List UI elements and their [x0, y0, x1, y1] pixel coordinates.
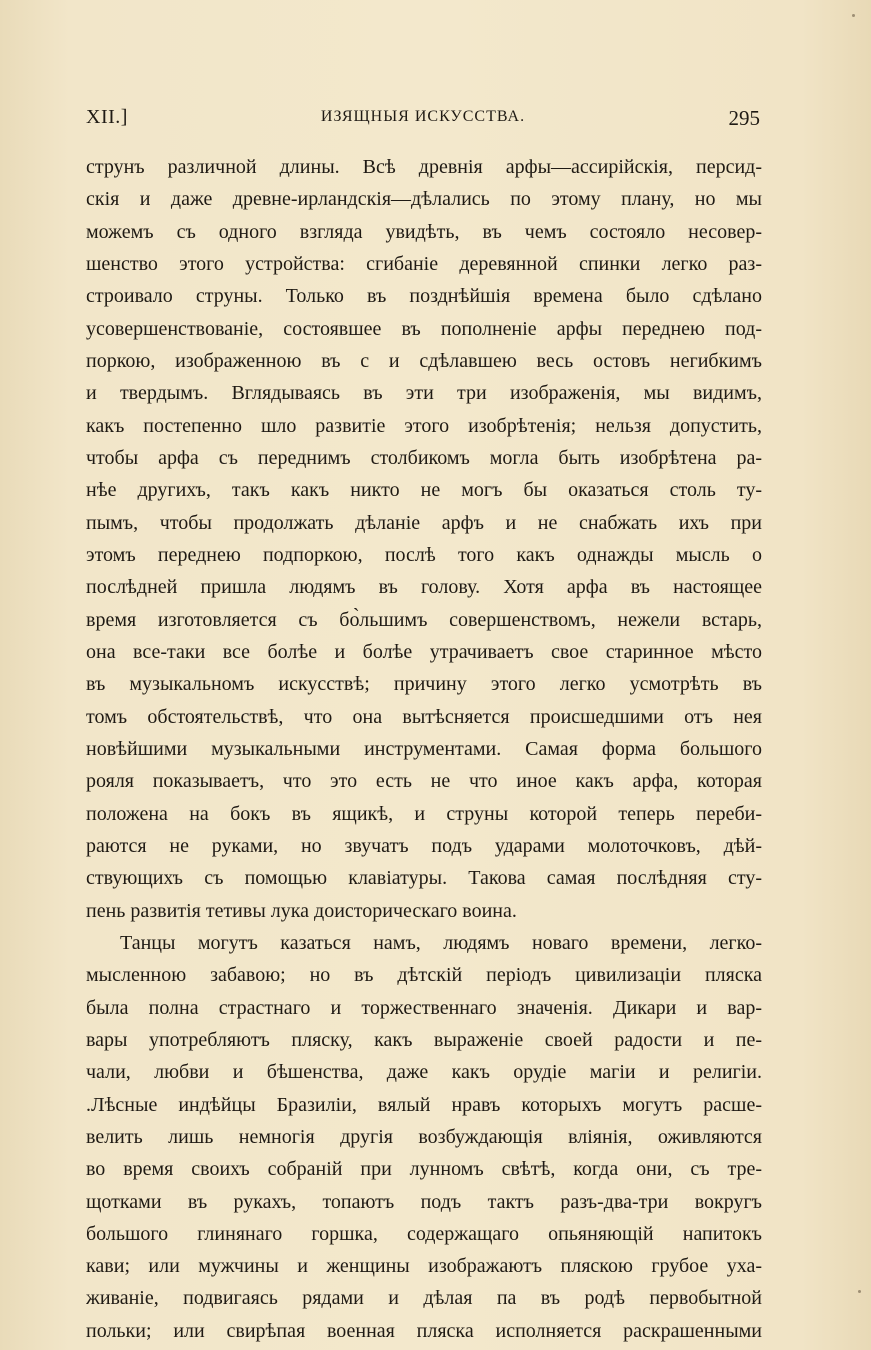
- paper-speck: [852, 14, 855, 17]
- text-line: шенство этого устройства: сгибаніе деревянной спинки легко раз-: [86, 252, 762, 275]
- text-line: и твердымъ. Вглядываясь въ эти три изображенія, мы видимъ,: [86, 382, 762, 405]
- text-line: положена на бокъ въ ящикѣ, и струны которой теперь переби-: [86, 802, 762, 825]
- text-line: Танцы могутъ казаться намъ, людямъ новаго времени, легко-: [120, 931, 762, 954]
- text-line: этомъ переднею подпоркою, послѣ того какъ однажды мысль о: [86, 543, 762, 566]
- text-line: раются не руками, но звучатъ подъ ударами молоточковъ, дѣй-: [86, 834, 762, 857]
- text-line: время изготовляется съ бо̀льшимъ совершенствомъ, нежели встарь,: [86, 608, 762, 631]
- text-line: строивало струны. Только въ позднѣйшія времена было сдѣлано: [86, 285, 762, 308]
- body-text: [86, 151, 762, 1347]
- running-header: [86, 106, 760, 136]
- text-line: новѣйшими музыкальными инструментами. Самая форма большого: [86, 737, 762, 760]
- paragraph-dance: [86, 927, 762, 1347]
- text-line: польки; или свирѣпая военная пляска исполняется раскрашенными: [86, 1319, 762, 1342]
- text-line: томъ обстоятельствѣ, что она вытѣсняется происшедшими отъ нея: [86, 705, 762, 728]
- text-line: скія и даже древне-ирландскія—дѣлались по этому плану, но мы: [86, 188, 762, 211]
- paragraph-harp: [86, 151, 762, 927]
- text-line: послѣдней пришла людямъ въ голову. Хотя арфа въ настоящее: [86, 576, 762, 599]
- text-line: струнъ различной длины. Всѣ древнія арфы—ассирійскія, персид-: [86, 156, 762, 178]
- text-line: какъ постепенно шло развитіе этого изобрѣтенія; нельзя допустить,: [86, 414, 762, 437]
- text-line: пень развитія тетивы лука доисторическаго воина.: [86, 899, 517, 922]
- text-line: можемъ съ одного взгляда увидѣть, въ чемъ состояло несовер-: [86, 220, 762, 243]
- text-line: нѣе другихъ, такъ какъ никто не могъ бы оказаться столь ту-: [86, 479, 762, 502]
- text-line: ствующихъ съ помощью клавіатуры. Такова самая послѣдняя сту-: [86, 867, 762, 890]
- text-line: вары употребляютъ пляску, какъ выраженіе своей радости и пе-: [86, 1028, 762, 1051]
- text-line: пымъ, чтобы продолжать дѣланіе арфъ и не снабжать ихъ при: [86, 511, 762, 534]
- page-number: 295: [728, 106, 760, 130]
- text-line: .Лѣсные индѣйцы Бразиліи, вялый нравъ которыхъ могутъ расше-: [86, 1093, 762, 1116]
- text-line: чали, любви и бѣшенства, даже какъ орудіе магіи и религіи.: [86, 1061, 762, 1084]
- text-line: она все-таки все болѣе и болѣе утрачиваетъ свое старинное мѣсто: [86, 640, 762, 663]
- text-line: большого глинянаго горшка, содержащаго опьяняющій напитокъ: [86, 1222, 762, 1245]
- chapter-marker: XII.]: [86, 106, 128, 128]
- text-line: рояля показываетъ, что это есть не что иное какъ арфа, которая: [86, 770, 762, 793]
- text-line: щотками въ рукахъ, топаютъ подъ тактъ разъ-два-три вокругъ: [86, 1190, 762, 1213]
- text-line: въ музыкальномъ искусствѣ; причину этого легко усмотрѣть въ: [86, 673, 762, 696]
- text-line: мысленною забавою; но въ дѣтскій періодъ цивилизаціи пляска: [86, 964, 762, 987]
- text-line: усовершенствованіе, состоявшее въ пополненіе арфы переднею под-: [86, 317, 762, 340]
- text-line: кави; или мужчины и женщины изображаютъ пляскою грубое уха-: [86, 1255, 762, 1278]
- text-line: во время своихъ собраній при лунномъ свѣтѣ, когда они, съ тре-: [86, 1158, 762, 1181]
- text-line: велить лишь немногія другія возбуждающія вліянія, оживляются: [86, 1125, 762, 1148]
- running-title: ИЗЯЩНЫЯ ИСКУССТВА.: [320, 108, 526, 125]
- text-line: была полна страстнаго и торжественнаго значенія. Дикари и вар-: [86, 996, 762, 1019]
- paper-speck: [858, 1290, 861, 1293]
- text-line: чтобы арфа съ переднимъ столбикомъ могла быть изобрѣтена ра-: [86, 446, 762, 469]
- text-line: живаніе, подвигаясь рядами и дѣлая па въ родѣ первобытной: [86, 1287, 762, 1310]
- text-line: поркою, изображенною въ c и сдѣлавшею весь остовъ негибкимъ: [86, 349, 762, 372]
